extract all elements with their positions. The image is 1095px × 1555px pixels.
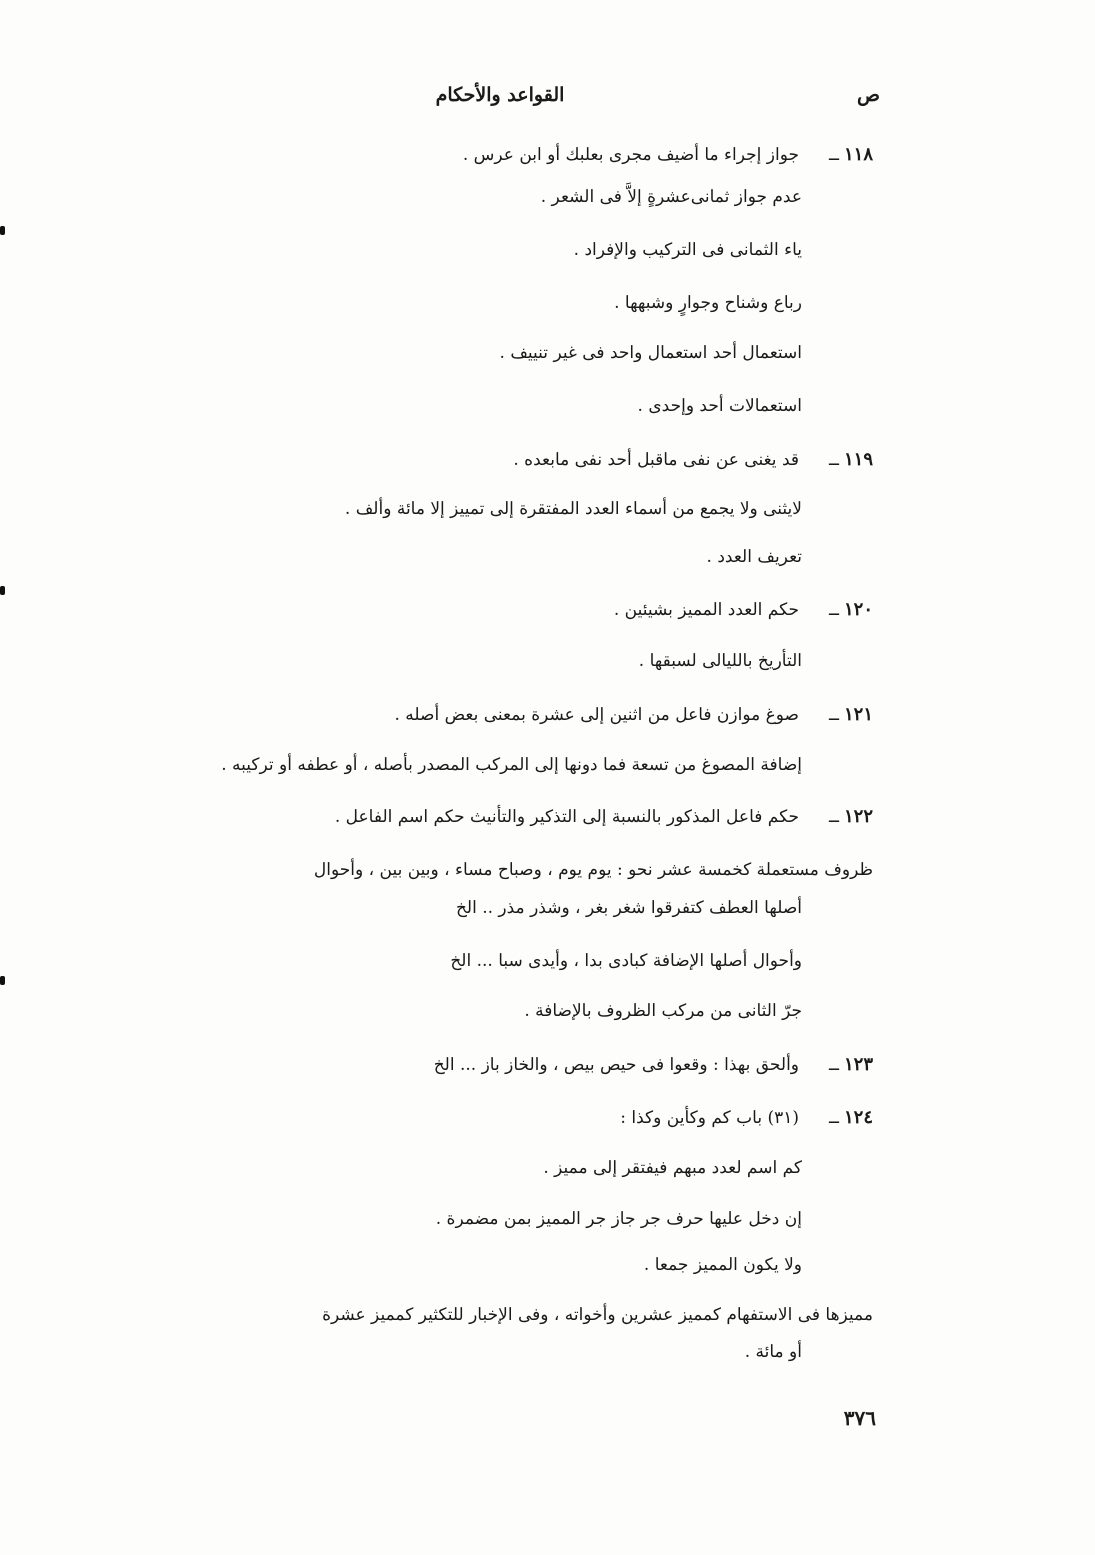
sub-line: ياء الثمانى فى التركيب والإفراد . <box>573 240 802 260</box>
sub-line: رباع وشناح وجوارٍ وشبهها . <box>614 293 802 313</box>
entry-dash: ــ <box>829 1108 839 1128</box>
entry-text: قد يغنى عن نفى ماقبل أحد نفى مابعده . <box>513 450 799 470</box>
entry-number: ١٢٣ <box>843 1054 873 1075</box>
sub-line-continuation: أصلها العطف كتفرقوا شغر بغر ، وشذر مذر .. الخ <box>455 898 802 918</box>
sub-line: تعريف العدد . <box>706 547 802 567</box>
entry-text: حكم فاعل المذكور بالنسبة إلى التذكير والتأنيث حكم اسم الفاعل . <box>334 807 799 827</box>
sub-line: لايثنى ولا يجمع من أسماء العدد المفتقرة إلى تمييز إلا مائة وألف . <box>344 499 802 519</box>
entry-number: ١١٩ <box>843 449 873 470</box>
entry-number: ١٢١ <box>843 704 873 725</box>
sub-line: عدم جواز ثمانى‌عشرةٍ إلاَّ فى الشعر . <box>540 187 802 207</box>
entry-text: صوغ موازن فاعل من اثنين إلى عشرة بمعنى بعض أصله . <box>394 705 799 725</box>
entry-number: ١١٨ <box>843 144 873 165</box>
page-number: ٣٧٦ <box>843 1406 876 1430</box>
sub-line: ظروف مستعملة كخمسة عشر نحو : يوم يوم ، وصباح مساء ، وبين بين ، وأحوال <box>313 860 873 880</box>
entry-dash: ــ <box>829 450 839 470</box>
sub-line: كم اسم لعدد مبهم فيفتقر إلى مميز . <box>543 1158 802 1178</box>
scan-mark <box>0 976 5 985</box>
scan-mark <box>0 586 5 595</box>
section-heading: (٣١) باب كم وكأين وكذا : <box>620 1108 799 1128</box>
sub-line: إن دخل عليها حرف جر جاز جر المميز بمن مضمرة . <box>435 1209 802 1229</box>
entry-text: حكم العدد المميز بشيئين . <box>613 600 799 620</box>
sub-line: ولا يكون المميز جمعا . <box>643 1255 802 1275</box>
entry-dash: ــ <box>829 145 839 165</box>
running-header-title: القواعد والأحكام <box>435 84 565 106</box>
entry-number: ١٢٠ <box>843 599 873 620</box>
entry-dash: ــ <box>829 1055 839 1075</box>
sub-line: إضافة المصوغ من تسعة فما دونها إلى المركب المصدر بأصله ، أو عطفه أو تركيبه . <box>221 755 802 775</box>
entry-number: ١٢٢ <box>843 806 873 827</box>
sub-line: وأحوال أصلها الإضافة كبادى بدا ، وأيدى سبا ... الخ <box>450 951 802 971</box>
sub-line: استعمال أحد استعمال واحد فى غير تنييف . <box>499 343 802 363</box>
scan-mark <box>0 226 5 235</box>
entry-dash: ــ <box>829 600 839 620</box>
entry-dash: ــ <box>829 705 839 725</box>
sub-line: التأريخ بالليالى لسبقها . <box>638 651 802 671</box>
sub-line: جرّ الثانى من مركب الظروف بالإضافة . <box>524 1001 802 1021</box>
entry-text: وألحق بهذا : وقعوا فى حيص بيص ، والخاز باز ... الخ <box>433 1055 799 1075</box>
entry-number: ١٢٤ <box>843 1107 873 1128</box>
sub-line: استعمالات أحد وإحدى . <box>637 396 802 416</box>
entry-dash: ــ <box>829 807 839 827</box>
sub-line: مميزها فى الاستفهام كمميز عشرين وأخواته ، وفى الإخبار للتكثير كمميز عشرة <box>322 1305 873 1325</box>
sub-line-continuation: أو مائة . <box>744 1342 802 1362</box>
running-header-abbrev: ص <box>857 84 880 106</box>
entry-text: جواز إجراء ما أضيف مجرى بعلبك أو ابن عرس . <box>462 145 799 165</box>
